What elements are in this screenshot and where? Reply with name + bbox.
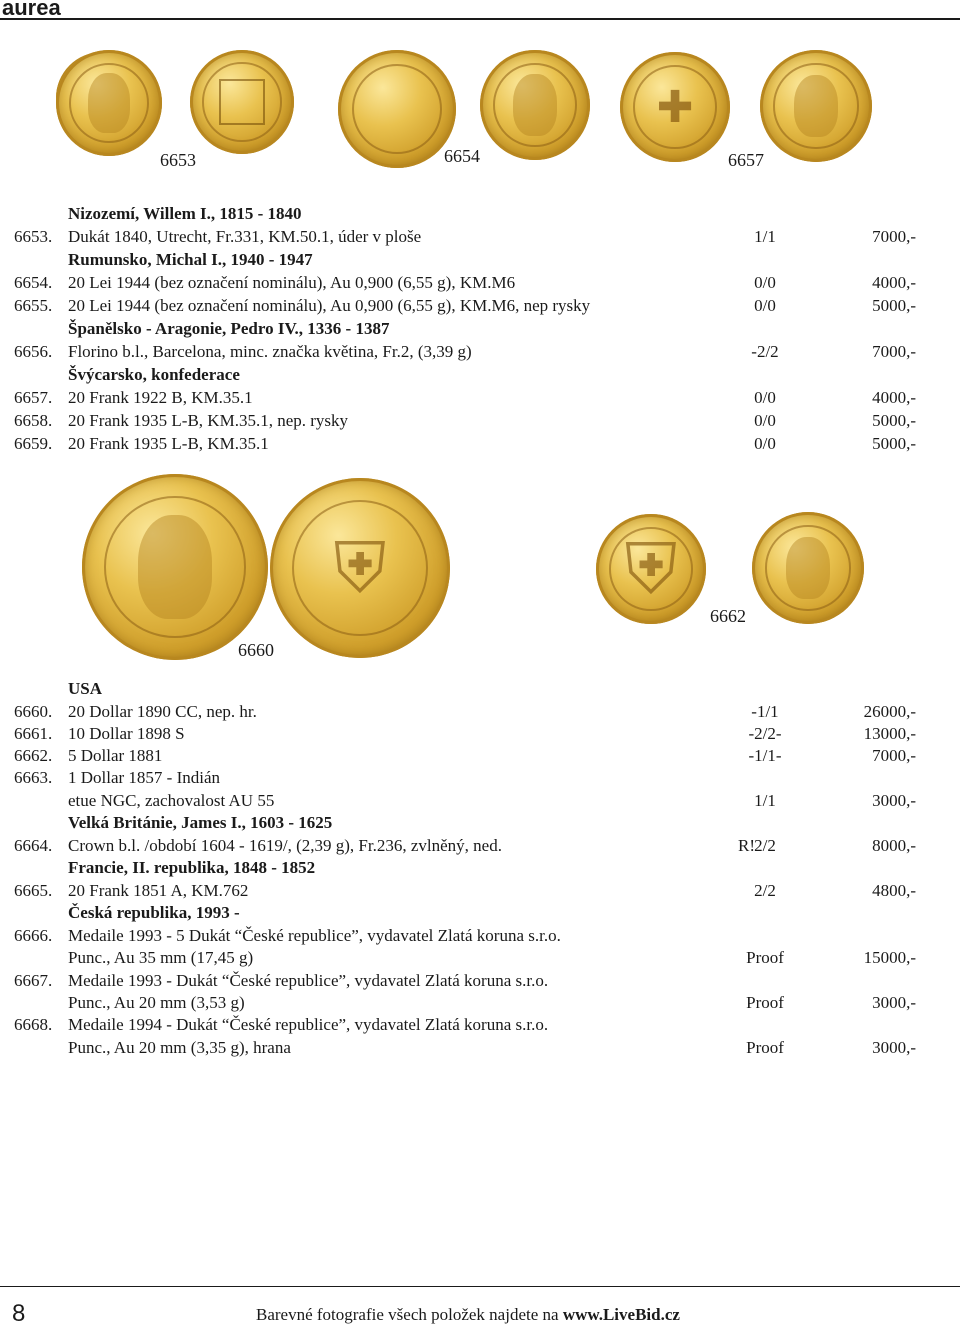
list-item: 6655. 20 Lei 1944 (bez označení nominálu), Au 0,900 (6,55 g), KM.M6, nep rysky 0/0 5000,- xyxy=(14,296,916,315)
list-item: Velká Británie, James I., 1603 - 1625 xyxy=(68,813,333,832)
coin-photo-6653-b xyxy=(190,50,294,154)
list-item: 6657. 20 Frank 1922 B, KM.35.1 0/0 4000,- xyxy=(14,388,916,407)
list-item: 6662. 5 Dollar 1881 -1/1- 7000,- xyxy=(14,746,916,765)
list-item: 6660. 20 Dollar 1890 CC, nep. hr. -1/1 26000,- xyxy=(14,702,916,721)
coin-photo-6657-reverse xyxy=(620,52,730,162)
list-item: Punc., Au 20 mm (3,53 g) Proof 3000,- xyxy=(68,993,916,1012)
coin-photo-6660-obverse xyxy=(82,474,268,660)
list-item: USA xyxy=(68,679,103,698)
coin-photo-6660-reverse xyxy=(270,478,450,658)
page-number: 8 xyxy=(12,1300,26,1327)
brand-title: aurea xyxy=(2,0,61,18)
list-item: Nizozemí, Willem I., 1815 - 1840 xyxy=(68,204,302,223)
list-item: 6665. 20 Frank 1851 A, KM.762 2/2 4800,- xyxy=(14,881,916,900)
coin-photo-6654 xyxy=(480,50,590,160)
list-item: Španělsko - Aragonie, Pedro IV., 1336 - 1387 xyxy=(68,319,390,338)
list-item: 6667. Medaile 1993 - Dukát “České republice”, vydavatel Zlatá koruna s.r.o. xyxy=(14,971,549,990)
list-item: Francie, II. republika, 1848 - 1852 xyxy=(68,858,316,877)
list-item: 6656. Florino b.l., Barcelona, minc. značka květina, Fr.2, (3,39 g) -2/2 7000,- xyxy=(14,342,916,361)
coin-photo-6653-a xyxy=(56,50,162,156)
list-item: Punc., Au 35 mm (17,45 g) Proof 15000,- xyxy=(68,948,916,967)
footer-text: Barevné fotografie všech položek najdete na xyxy=(256,1305,563,1324)
coin-photo-6657-obverse xyxy=(760,50,872,162)
list-item: Česká republika, 1993 - xyxy=(68,903,240,922)
list-item: Punc., Au 20 mm (3,35 g), hrana Proof 3000,- xyxy=(68,1038,916,1057)
footer-rule xyxy=(0,1286,960,1287)
footer-note xyxy=(256,1305,680,1325)
list-item: 6653. Dukát 1840, Utrecht, Fr.331, KM.50.1, úder v ploše 1/1 7000,- xyxy=(14,227,916,246)
photo-label-6657: 6657 xyxy=(728,150,764,170)
list-item: 6666. Medaile 1993 - 5 Dukát “České republice”, vydavatel Zlatá koruna s.r.o. xyxy=(14,926,561,945)
list-item: 6663. 1 Dollar 1857 - Indián xyxy=(14,768,221,787)
photo-label-6660: 6660 xyxy=(238,640,274,660)
coin-photo-6656 xyxy=(338,50,456,168)
list-item: 6659. 20 Frank 1935 L-B, KM.35.1 0/0 5000,- xyxy=(14,434,916,453)
coin-photo-6662-obverse xyxy=(752,512,864,624)
list-item: 6654. 20 Lei 1944 (bez označení nominálu), Au 0,900 (6,55 g), KM.M6 0/0 4000,- xyxy=(14,273,916,292)
list-item: 6661. 10 Dollar 1898 S -2/2- 13000,- xyxy=(14,724,916,743)
list-item: Švýcarsko, konfederace xyxy=(68,365,240,384)
header-rule xyxy=(0,18,960,20)
photo-label-6653: 6653 xyxy=(160,150,196,170)
list-item: Rumunsko, Michal I., 1940 - 1947 xyxy=(68,250,313,269)
footer-link[interactable]: www.LiveBid.cz xyxy=(562,1305,680,1324)
coin-photo-6662-reverse xyxy=(596,514,706,624)
list-item: etue NGC, zachovalost AU 55 1/1 3000,- xyxy=(68,791,916,810)
list-item: 6658. 20 Frank 1935 L-B, KM.35.1, nep. rysky 0/0 5000,- xyxy=(14,411,916,430)
list-item: 6668. Medaile 1994 - Dukát “České republice”, vydavatel Zlatá koruna s.r.o. xyxy=(14,1015,549,1034)
list-item: 6664. Crown b.l. /období 1604 - 1619/, (2,39 g), Fr.236, zvlněný, ned. R! 2/2 8000,- xyxy=(14,836,916,855)
photo-label-6654: 6654 xyxy=(444,146,480,166)
photo-label-6662: 6662 xyxy=(710,606,746,626)
